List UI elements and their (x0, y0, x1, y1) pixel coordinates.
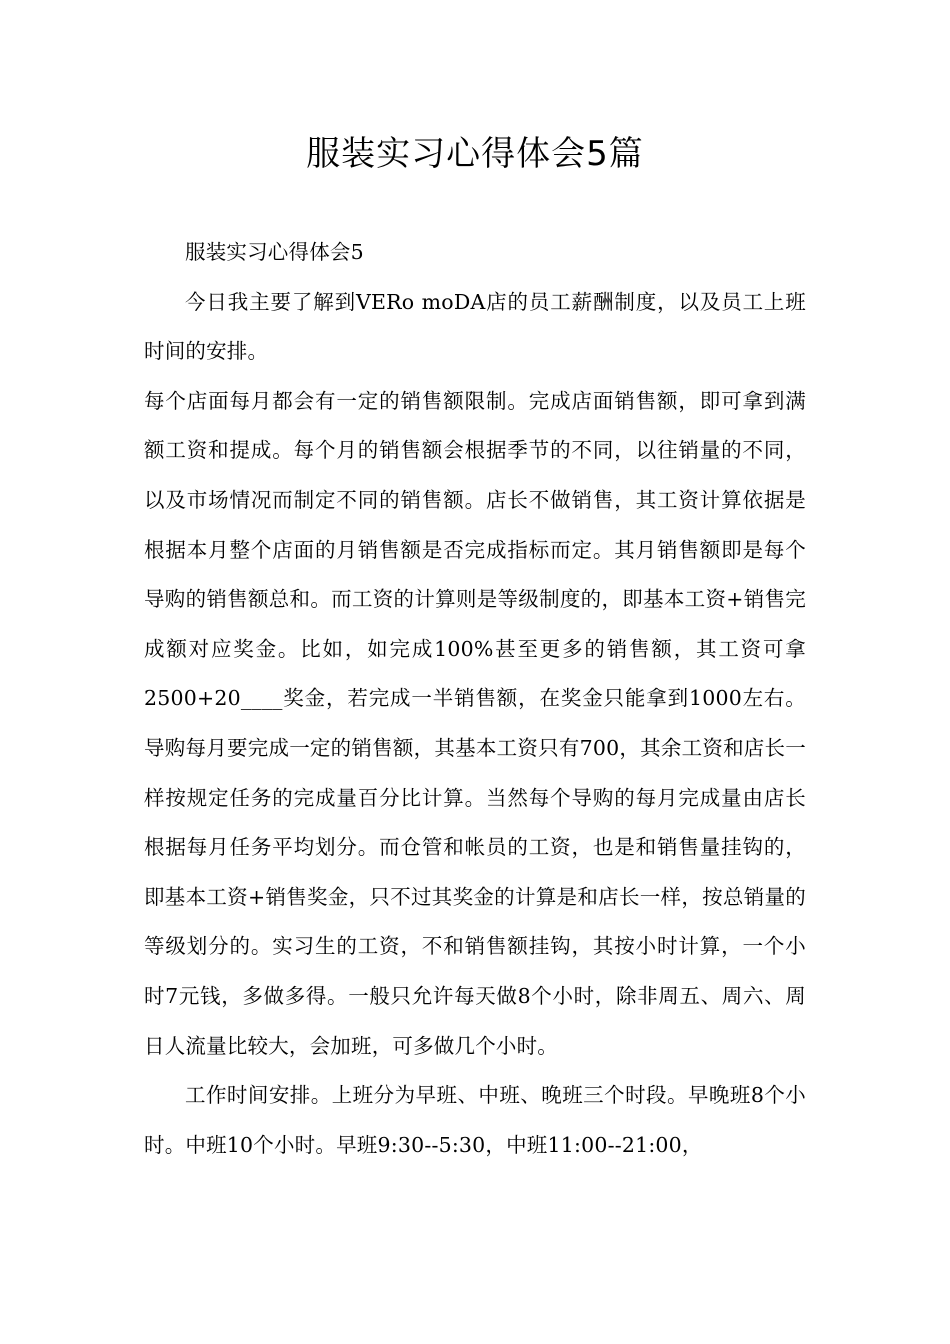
section-heading: 服装实习心得体会5 (185, 240, 364, 264)
paragraph-intro: 今日我主要了解到VERo moDA店的员工薪酬制度，以及员工上班时间的安排。 (144, 289, 806, 364)
paragraph-schedule: 工作时间安排。上班分为早班、中班、晚班三个时段。早晚班8个小时。中班10个小时。早班9:30--5:30，中班11:00--21:00， (144, 1083, 806, 1157)
document-title: 服装实习心得体会5篇 (306, 134, 644, 174)
paragraph-salary: 每个店面每月都会有一定的销售额限制。完成店面销售额，即可拿到满额工资和提成。每个月的销售额会根据季节的不同，以往销量的不同，以及市场情况而制定不同的销售额。店长不做销售，其工资计算依据是根据本月整个店面的月销售额是否完成指标而定。其月销售额即是每个导购的销售额总和。而工资的计算则是等级制度的，即基本工资+销售完成额对应奖金。比如，如完成100%甚至更多的销售额，其工资可拿2500+20____奖金，若完成一半销售额，在奖金只能拿到1000左右。导购每月要完成一定的销售额，其基本工资只有700，其余工资和店长一样按规定任务的完成量百分比计算。当然每个导购的每月完成量由店长根据每月任务平均划分。而仓管和帐员的工资，也是和销售量挂钩的，即基本工资+销售奖金，只不过其奖金的计算是和店长一样，按总销量的等级划分的。实习生的工资，不和销售额挂钩，其按小时计算，一个小时7元钱，多做多得。一般只允许每天做8个小时，除非周五、周六、周日人流量比较大，会加班，可多做几个小时。 (144, 388, 806, 1058)
document-body (144, 228, 806, 1170)
